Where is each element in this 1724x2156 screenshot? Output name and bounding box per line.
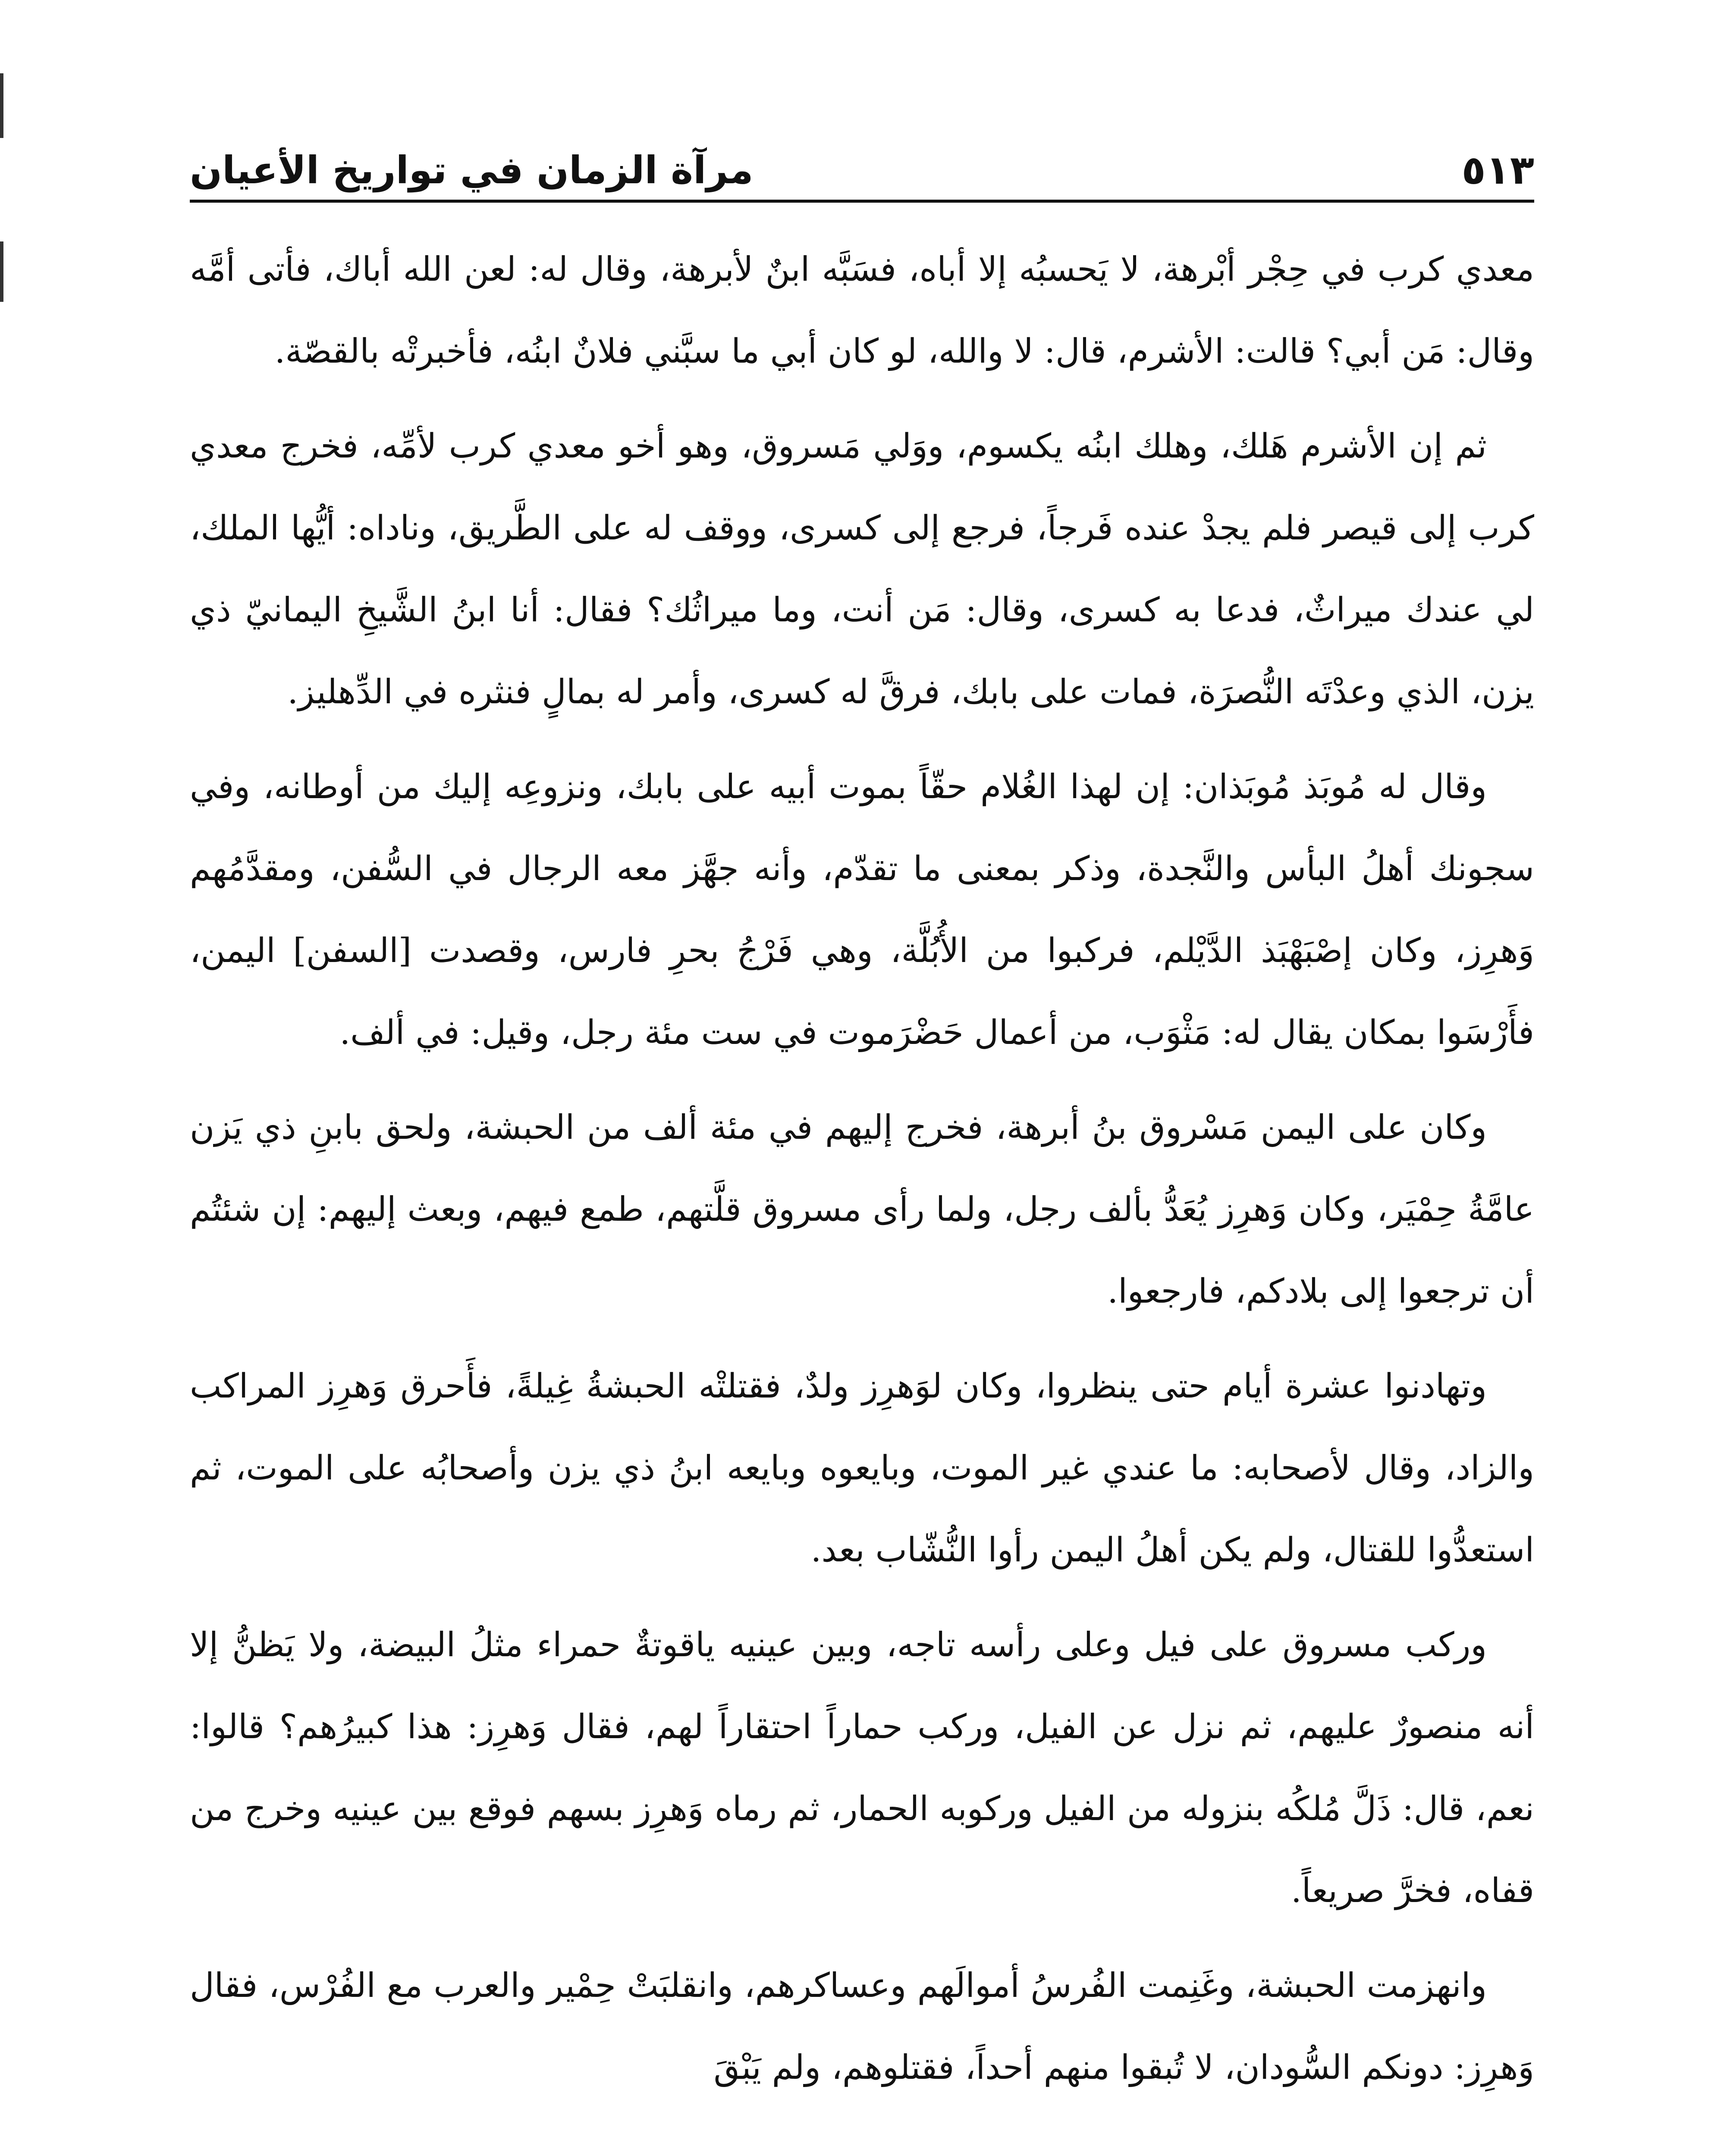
- paragraph: وركب مسروق على فيل وعلى رأسه تاجه، وبين عينيه ياقوتةٌ حمراء مثلُ البيضة، ولا يَظنُّ إلا أنه منصورٌ عليهم، ثم نزل عن الفيل، وركب حماراً احتقاراً لهم، فقال وَهرِز: هذا كبيرُهم؟ قالوا: نعم، قال: ذَلَّ مُلكُه بنزوله من الفيل وركوبه الحمار، ثم رماه وَهرِز بسهم فوقع بين عينيه وخرج من قفاه، فخرَّ صريعاً.: [190, 1626, 1534, 1910]
- paragraph: وتهادنوا عشرة أيام حتى ينظروا، وكان لوَهرِز ولدٌ، فقتلتْه الحبشةُ غِيلةً، فأَحرق وَهرِز المراكب والزاد، وقال لأصحابه: ما عندي غير الموت، وبايعوه وبايعه ابنُ ذي يزن وأصحابُه على الموت، ثم استعدُّوا للقتال، ولم يكن أهلُ اليمن رأوا النُّشّاب بعد.: [190, 1367, 1534, 1570]
- paragraph: وانهزمت الحبشة، وغَنِمت الفُرسُ أموالَهم وعساكرهم، وانقلبَتْ حِمْير والعرب مع الفُرْس، فقال وَهرِز: دونكم السُّودان، لا تُبقوا منهم أحداً، فقتلوهم، ولم يَبْقَ: [190, 1966, 1534, 2087]
- page-number: ٥١٣: [1461, 147, 1534, 193]
- paragraph: وقال له مُوبَذ مُوبَذان: إن لهذا الغُلام حقّاً بموت أبيه على بابك، ونزوعِه إليك من أوطانه، وفي سجونك أهلُ البأس والنَّجدة، وذكر بمعنى ما تقدّم، وأنه جهَّز معه الرجال في السُّفن، ومقدَّمُهم وَهرِز، وكان إصْبَهْبَذ الدَّيْلم، فركبوا من الأُبُلَّة، وهي فَرْجُ بحرِ فارس، وقصدت [السفن] اليمن، فأَرْسَوا بمكان يقال له: مَثْوَب، من أعمال حَضْرَموت في ست مئة رجل، وقيل: في ألف.: [190, 768, 1534, 1052]
- running-title: مرآة الزمان في تواريخ الأعيان: [190, 148, 754, 192]
- paragraph: معدي كرب في حِجْر أبْرهة، لا يَحسبُه إلا أباه، فسَبَّه ابنٌ لأبرهة، وقال له: لعن الله أباك، فأتى أمَّه وقال: مَن أبي؟ قالت: الأشرم، قال: لا والله، لو كان أبي ما سبَّني فلانٌ ابنُه، فأخبرتْه بالقصّة.: [190, 250, 1534, 371]
- scan-binding-mark: [0, 241, 3, 302]
- body-text: [190, 229, 1534, 2122]
- page-header: [190, 129, 1534, 203]
- paragraph: ثم إن الأشرم هَلك، وهلك ابنُه يكسوم، ووَلي مَسروق، وهو أخو معدي كرب لأمِّه، فخرج معدي كرب إلى قيصر فلم يجدْ عنده فَرجاً، فرجع إلى كسرى، ووقف له على الطَّريق، وناداه: أيُّها الملك، لي عندك ميراثٌ، فدعا به كسرى، وقال: مَن أنت، وما ميراثُك؟ فقال: أنا ابنُ الشَّيخِ اليمانيّ ذي يزن، الذي وعدْتَه النُّصرَة، فمات على بابك، فرقَّ له كسرى، وأمر له بمالٍ فنثره في الدِّهليز.: [190, 427, 1534, 711]
- scan-binding-mark: [0, 73, 3, 138]
- header-rule: [190, 200, 1534, 203]
- paragraph: وكان على اليمن مَسْروق بنُ أبرهة، فخرج إليهم في مئة ألف من الحبشة، ولحق بابنِ ذي يَزن عامَّةُ حِمْيَر، وكان وَهرِز يُعَدُّ بألف رجل، ولما رأى مسروق قلَّتهم، طمع فيهم، وبعث إليهم: إن شئتُم أن ترجعوا إلى بلادكم، فارجعوا.: [190, 1108, 1534, 1311]
